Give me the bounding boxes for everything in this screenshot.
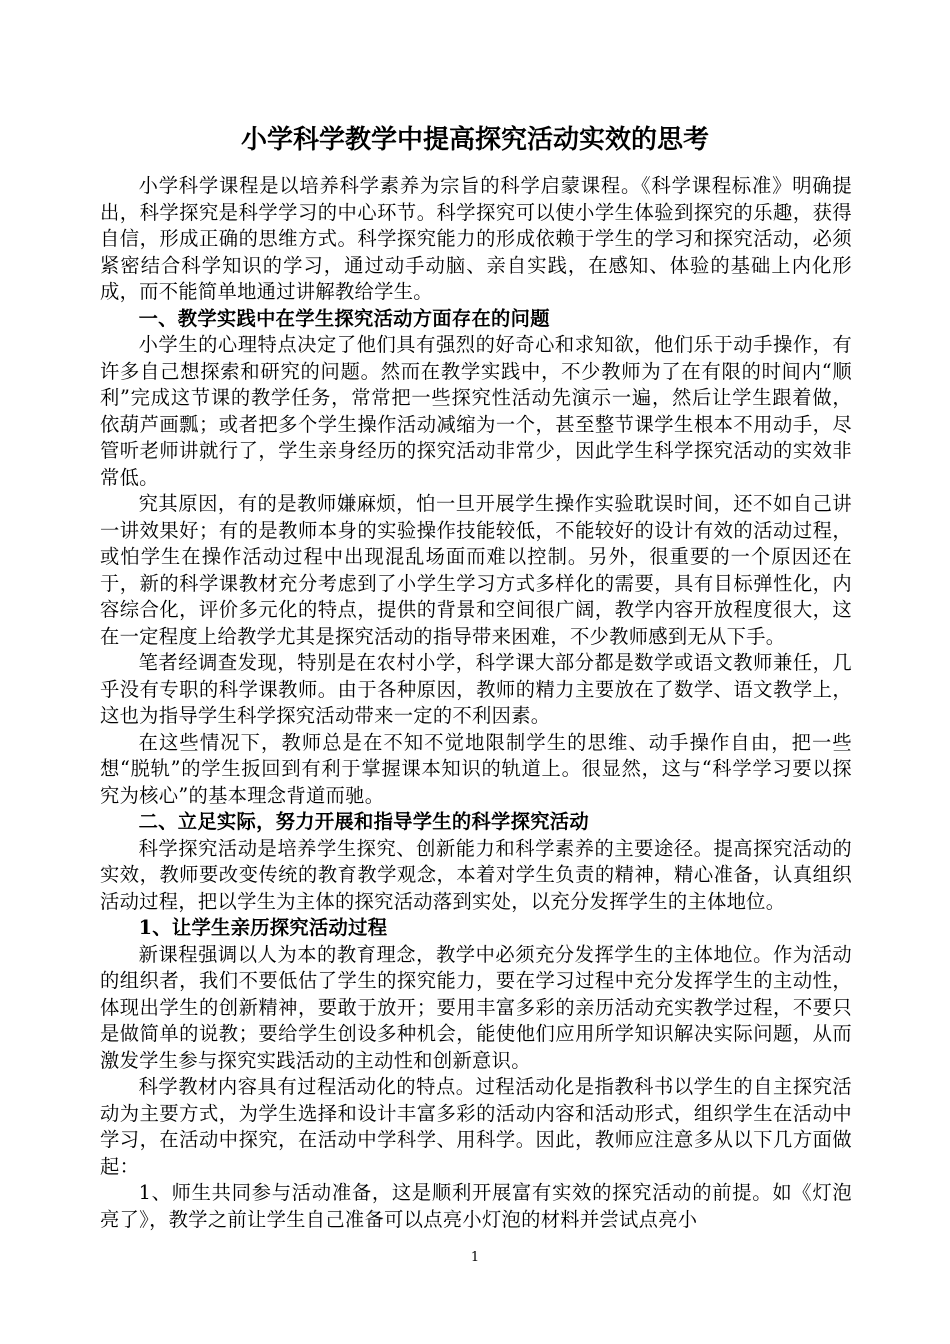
subsection-heading: 1、让学生亲历探究活动过程 (138, 916, 388, 939)
page-number: 1 (470, 1250, 480, 1265)
section-heading: 二、立足实际，努力开展和指导学生的科学探究活动 (138, 810, 589, 833)
body-paragraph: 科学探究活动是培养学生探究、创新能力和科学素养的主要途径。提高探究活动的实效，教师要改变传统的教育教学观念，本着对学生负责的精神，精心准备，认真组织活动过程，把以学生为主体的探究活动落到实处，以充分发挥学生的主体地位。 (100, 836, 852, 913)
body-paragraph: 新课程强调以人为本的教育理念，教学中必须充分发挥学生的主体地位。作为活动的组织者，我们不要低估了学生的探究能力，要在学习过程中充分发挥学生的主动性，体现出学生的创新精神，要敢于放开；要用丰富多彩的亲历活动充实教学过程，不要只是做简单的说教；要给学生创设多种机会，能使他们应用所学知识解决实际问题，从而激发学生参与探究实践活动的主动性和创新意识。 (100, 942, 852, 1072)
body-paragraph: 1、师生共同参与活动准备，这是顺利开展富有实效的探究活动的前提。如《灯泡亮了》，教学之前让学生自己准备可以点亮小灯泡的材料并尝试点亮小 (100, 1181, 852, 1231)
body-paragraph: 在这些情况下，教师总是在不知不觉地限制学生的思维、动手操作自由，把一些想“脱轨”的学生扳回到有利于掌握课本知识的轨道上。很显然，这与“科学学习要以探究为核心”的基本理念背道而驰。 (100, 730, 852, 807)
body-paragraph: 究其原因，有的是教师嫌麻烦，怕一旦开展学生操作实验耽误时间，还不如自己讲一讲效果好；有的是教师本身的实验操作技能较低，不能较好的设计有效的活动过程，或怕学生在操作活动过程中出现混乱场面而难以控制。另外，很重要的一个原因还在于，新的科学课教材充分考虑到了小学生学习方式多样化的需要，具有目标弹性化，内容综合化，评价多元化的特点，提供的背景和空间很广阔，教学内容开放程度很大，这在一定程度上给教学尤其是探究活动的指导带来困难，不少教师感到无从下手。 (100, 492, 852, 648)
body-paragraph: 小学生的心理特点决定了他们具有强烈的好奇心和求知欲，他们乐于动手操作，有许多自己想探索和研究的问题。然而在教学实践中，不少教师为了在有限的时间内“顺利”完成这节课的教学任务，常常把一些探究性活动先演示一遍，然后让学生跟着做，依葫芦画瓢；或者把多个学生操作活动减缩为一个，甚至整节课学生根本不用动手，尽管听老师讲就行了，学生亲身经历的探究活动非常少，因此学生科学探究活动的实效非常低。 (100, 333, 852, 489)
body-paragraph: 笔者经调查发现，特别是在农村小学，科学课大部分都是数学或语文教师兼任，几乎没有专职的科学课教师。由于各种原因，教师的精力主要放在了数学、语文教学上，这也为指导学生科学探究活动带来一定的不利因素。 (100, 651, 852, 727)
document-title: 小学科学教学中提高探究活动实效的思考 (240, 125, 709, 155)
document-body (100, 173, 852, 1233)
body-paragraph: 小学科学课程是以培养科学素养为宗旨的科学启蒙课程。《科学课程标准》明确提出，科学探究是科学学习的中心环节。科学探究可以使小学生体验到探究的乐趣，获得自信，形成正确的思维方式。科学探究能力的形成依赖于学生的学习和探究活动，必须紧密结合科学知识的学习，通过动手动脑、亲自实践，在感知、体验的基础上内化形成，而不能简单地通过讲解教给学生。 (100, 174, 852, 303)
body-paragraph: 科学教材内容具有过程活动化的特点。过程活动化是指教科书以学生的自主探究活动为主要方式，为学生选择和设计丰富多彩的活动内容和活动形式，组织学生在活动中学习，在活动中探究，在活动中学科学、用科学。因此，教师应注意多从以下几方面做起： (100, 1075, 852, 1178)
section-heading: 一、教学实践中在学生探究活动方面存在的问题 (138, 306, 550, 330)
